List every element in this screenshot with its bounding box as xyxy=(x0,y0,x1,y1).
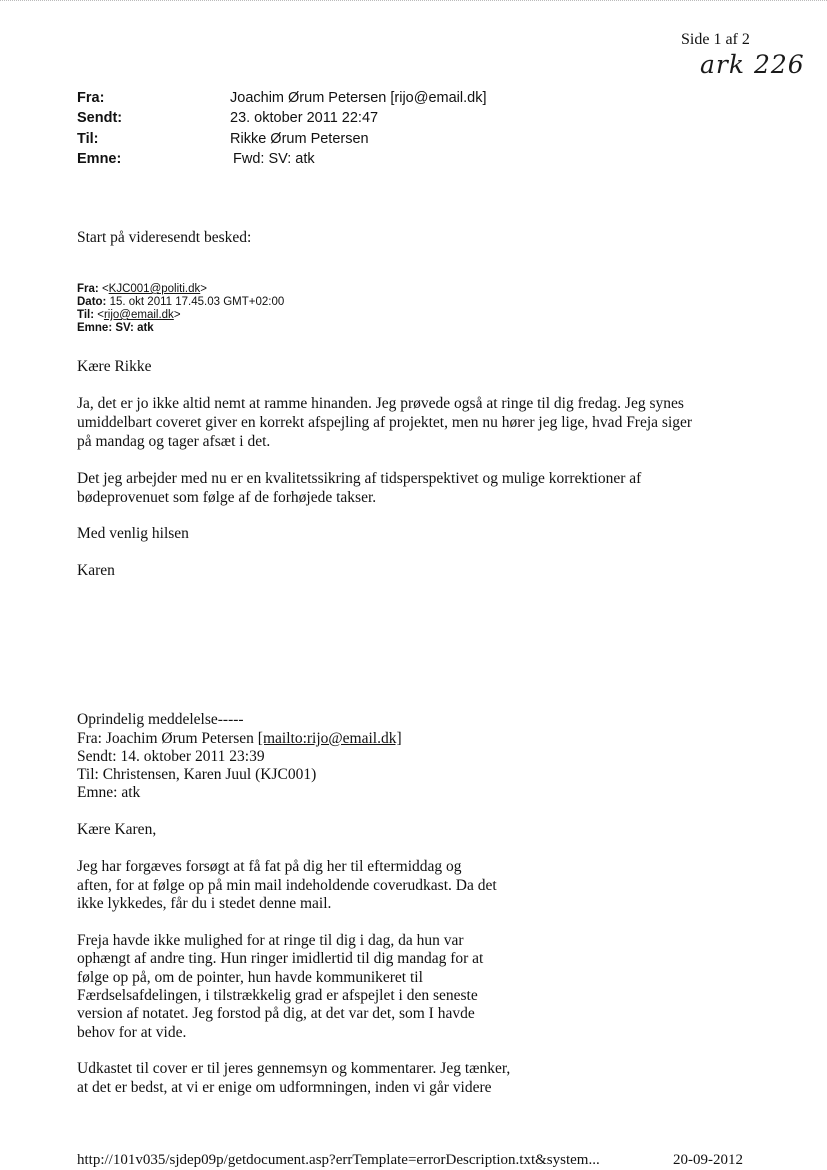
original-p1-line: Jeg har forgæves forsøgt at få fat på dig her til eftermiddag og xyxy=(77,858,462,875)
bracket-open: < xyxy=(101,283,109,295)
sent-value: 23. oktober 2011 22:47 xyxy=(230,110,379,126)
reply-p1-line: på mandag og tager afsæt i det. xyxy=(77,433,271,450)
to-label: Til: xyxy=(77,131,99,147)
forwarded-subject-line xyxy=(77,322,154,335)
original-marker: Oprindelig meddelelse----- xyxy=(77,711,244,728)
subject-label: Emne: xyxy=(77,151,122,167)
original-greeting: Kære Karen, xyxy=(77,821,157,838)
reply-p2-line: bødeprovenuet som følge af de forhøjede takser. xyxy=(77,489,377,506)
footer-date: 20-09-2012 xyxy=(673,1152,743,1168)
to-value: Rikke Ørum Petersen xyxy=(230,131,369,147)
original-p2-line: version af notatet. Jeg forstod på dig, at det var det, som I havde xyxy=(77,1005,475,1022)
original-to: Til: Christensen, Karen Juul (KJC001) xyxy=(77,766,317,783)
footer-url: http://101v035/sjdep09p/getdocument.asp?errTemplate=errorDescription.txt&system... xyxy=(77,1152,600,1168)
forwarded-to-email[interactable]: rijo@email.dk xyxy=(103,309,174,321)
reply-signature: Karen xyxy=(77,562,115,579)
sent-label: Sendt: xyxy=(77,110,123,126)
from-value: Joachim Ørum Petersen [rijo@email.dk] xyxy=(230,90,487,106)
forwarded-date-value: 15. okt 2011 17.45.03 GMT+02:00 xyxy=(109,296,285,308)
subject-value: Fwd: SV: atk xyxy=(233,151,315,167)
forwarded-from-email[interactable]: KJC001@politi.dk xyxy=(108,283,201,295)
original-p2-line: Freja havde ikke mulighed for at ringe til dig i dag, da hun var xyxy=(77,932,464,949)
original-p2-line: Færdselsafdelingen, i tilstrækkelig grad er afspejlet i den seneste xyxy=(77,987,478,1004)
bracket-open: < xyxy=(97,309,104,321)
bracket-close: > xyxy=(200,283,207,295)
from-label: Fra: xyxy=(77,90,105,106)
original-p1-line: ikke lykkedes, får du i stedet denne mail. xyxy=(77,895,332,912)
forwarded-from-line xyxy=(77,283,207,296)
bracket-close: > xyxy=(173,309,181,321)
forwarded-to-line xyxy=(77,309,181,322)
original-p3-line: Udkastet til cover er til jeres gennemsyn og kommentarer. Jeg tænker, xyxy=(77,1060,511,1077)
scan-edge xyxy=(0,0,827,4)
original-p3-line: at det er bedst, at vi er enige om udformningen, inden vi går videre xyxy=(77,1079,492,1096)
page-number: Side 1 af 2 xyxy=(681,31,750,48)
forwarded-to-label: Til: xyxy=(77,309,95,321)
reply-p2-line: Det jeg arbejder med nu er en kvalitetssikring af tidsperspektivet og mulige korrektioner af xyxy=(77,470,642,487)
handwritten-annotation: ark 226 xyxy=(700,50,805,79)
original-from-mailto-link[interactable]: [mailto:rijo@email.dk] xyxy=(257,730,402,747)
original-from-line xyxy=(77,729,402,748)
forwarded-date-label: Dato: xyxy=(77,296,107,308)
reply-p1-line: umiddelbart coveret giver en korrekt afspejling af projektet, men nu hører jeg lige, hvad Freja siger xyxy=(77,414,693,431)
forwarded-subject: Emne: SV: atk xyxy=(77,322,154,334)
forward-intro: Start på videresendt besked: xyxy=(77,229,252,246)
original-p1-line: aften, for at følge op på min mail indeholdende coverudkast. Da det xyxy=(77,877,497,894)
forwarded-date-line xyxy=(77,296,284,309)
forwarded-from-label: Fra: xyxy=(77,283,99,295)
original-p2-line: ophængt af andre ting. Hun ringer imidlertid til dig mandag for at xyxy=(77,950,484,967)
reply-greeting: Kære Rikke xyxy=(77,358,152,375)
original-p2-line: følge op på, om de pointer, hun havde kommunikeret til xyxy=(77,969,423,986)
original-sent: Sendt: 14. oktober 2011 23:39 xyxy=(77,748,265,765)
reply-p1-line: Ja, det er jo ikke altid nemt at ramme hinanden. Jeg prøvede også at ringe til dig fredag. Jeg synes xyxy=(77,395,684,412)
original-subject: Emne: atk xyxy=(77,784,141,801)
reply-closing: Med venlig hilsen xyxy=(77,525,189,542)
original-p2-line: behov for at vide. xyxy=(77,1024,187,1041)
original-from-text: Fra: Joachim Ørum Petersen xyxy=(77,730,258,747)
